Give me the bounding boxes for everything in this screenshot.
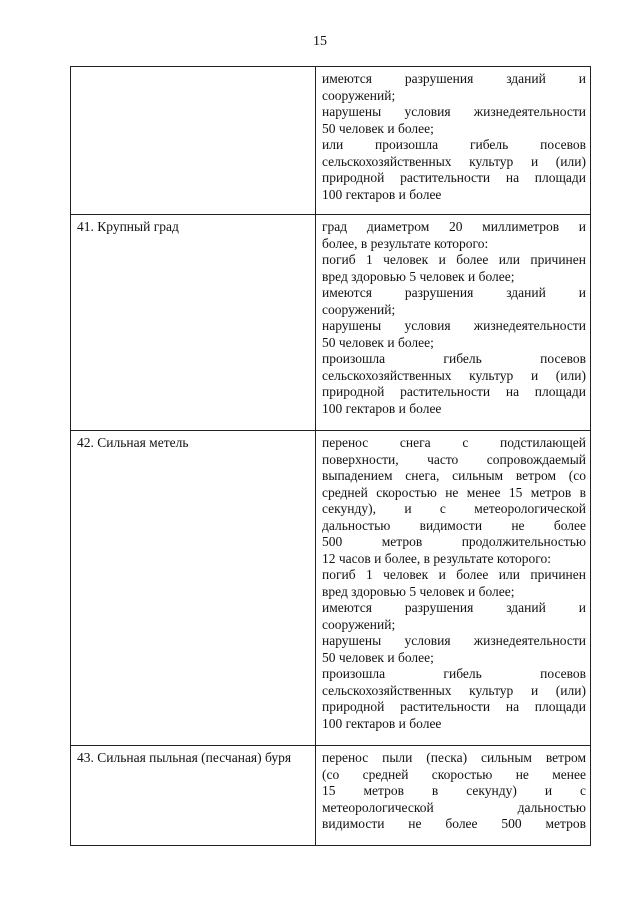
criteria-line: 50 человек и более; <box>322 120 434 136</box>
table-row <box>71 67 591 215</box>
criteria-line: перенос снега с подстилающей <box>322 435 586 450</box>
criteria-line: выпадением снега, сильным ветром (со <box>322 468 586 483</box>
criteria-line: нарушены условия жизнедеятельности <box>322 318 586 333</box>
criteria-line: (со средней скоростью не менее <box>322 766 586 782</box>
criteria-line: сельскохозяйственных культур и (или) <box>322 682 586 698</box>
event-name-cell: 41. Крупный град <box>71 215 316 431</box>
criteria-line: град диаметром 20 миллиметров и <box>322 219 586 234</box>
criteria-line: сооружений; <box>322 87 396 103</box>
event-name-cell: 42. Сильная метель <box>71 431 316 746</box>
criteria-line: природной растительности на площади <box>322 699 586 714</box>
criteria-cell <box>316 431 591 746</box>
emergency-criteria-table <box>70 66 591 846</box>
criteria-line: произошла гибель посевов <box>322 351 586 366</box>
table-row <box>71 215 591 431</box>
criteria-line: имеются разрушения зданий и <box>322 71 586 86</box>
table-body <box>71 67 591 846</box>
criteria-line: природной растительности на площади <box>322 170 586 185</box>
criteria-line: перенос пыли (песка) сильным ветром <box>322 750 586 765</box>
criteria-line: средней скоростью не менее 15 метров в <box>322 484 586 500</box>
criteria-line: 15 метров в секунду) и с <box>322 783 586 798</box>
criteria-line: вред здоровью 5 человек и более; <box>322 268 515 284</box>
criteria-line: имеются разрушения зданий и <box>322 285 586 300</box>
criteria-line: секунду), и с метеорологической <box>322 501 586 516</box>
criteria-cell <box>316 215 591 431</box>
criteria-line: сооружений; <box>322 301 396 317</box>
criteria-line: нарушены условия жизнедеятельности <box>322 104 586 119</box>
criteria-line: сельскохозяйственных культур и (или) <box>322 367 586 383</box>
event-name-cell: 43. Сильная пыльная (песчаная) буря <box>71 746 316 846</box>
table-row <box>71 746 591 846</box>
criteria-line: более, в результате которого: <box>322 235 489 251</box>
criteria-line: 100 гектаров и более <box>322 715 442 731</box>
criteria-line: или произошла гибель посевов <box>322 137 586 152</box>
event-name-cell <box>71 67 316 215</box>
page-number: 15 <box>313 34 327 49</box>
criteria-line: 50 человек и более; <box>322 649 434 665</box>
criteria-line: погиб 1 человек и более или причинен <box>322 252 586 267</box>
criteria-line: 50 человек и более; <box>322 334 434 350</box>
criteria-line: вред здоровью 5 человек и более; <box>322 583 515 599</box>
criteria-line: нарушены условия жизнедеятельности <box>322 633 586 648</box>
criteria-line: дальностью видимости не более <box>322 517 586 533</box>
criteria-line: имеются разрушения зданий и <box>322 600 586 615</box>
criteria-line: сельскохозяйственных культур и (или) <box>322 153 586 169</box>
criteria-line: 100 гектаров и более <box>322 186 442 202</box>
criteria-line: метеорологической дальностью <box>322 799 586 815</box>
table-row <box>71 431 591 746</box>
criteria-line: погиб 1 человек и более или причинен <box>322 567 586 582</box>
criteria-line: 500 метров продолжительностью <box>322 534 586 549</box>
criteria-line: природной растительности на площади <box>322 384 586 399</box>
criteria-cell <box>316 746 591 846</box>
criteria-cell <box>316 67 591 215</box>
criteria-line: 12 часов и более, в результате которого: <box>322 550 551 566</box>
criteria-line: видимости не более 500 метров <box>322 816 586 831</box>
criteria-line: поверхности, часто сопровождаемый <box>322 451 586 467</box>
criteria-line: 100 гектаров и более <box>322 400 442 416</box>
criteria-line: сооружений; <box>322 616 396 632</box>
criteria-line: произошла гибель посевов <box>322 666 586 681</box>
